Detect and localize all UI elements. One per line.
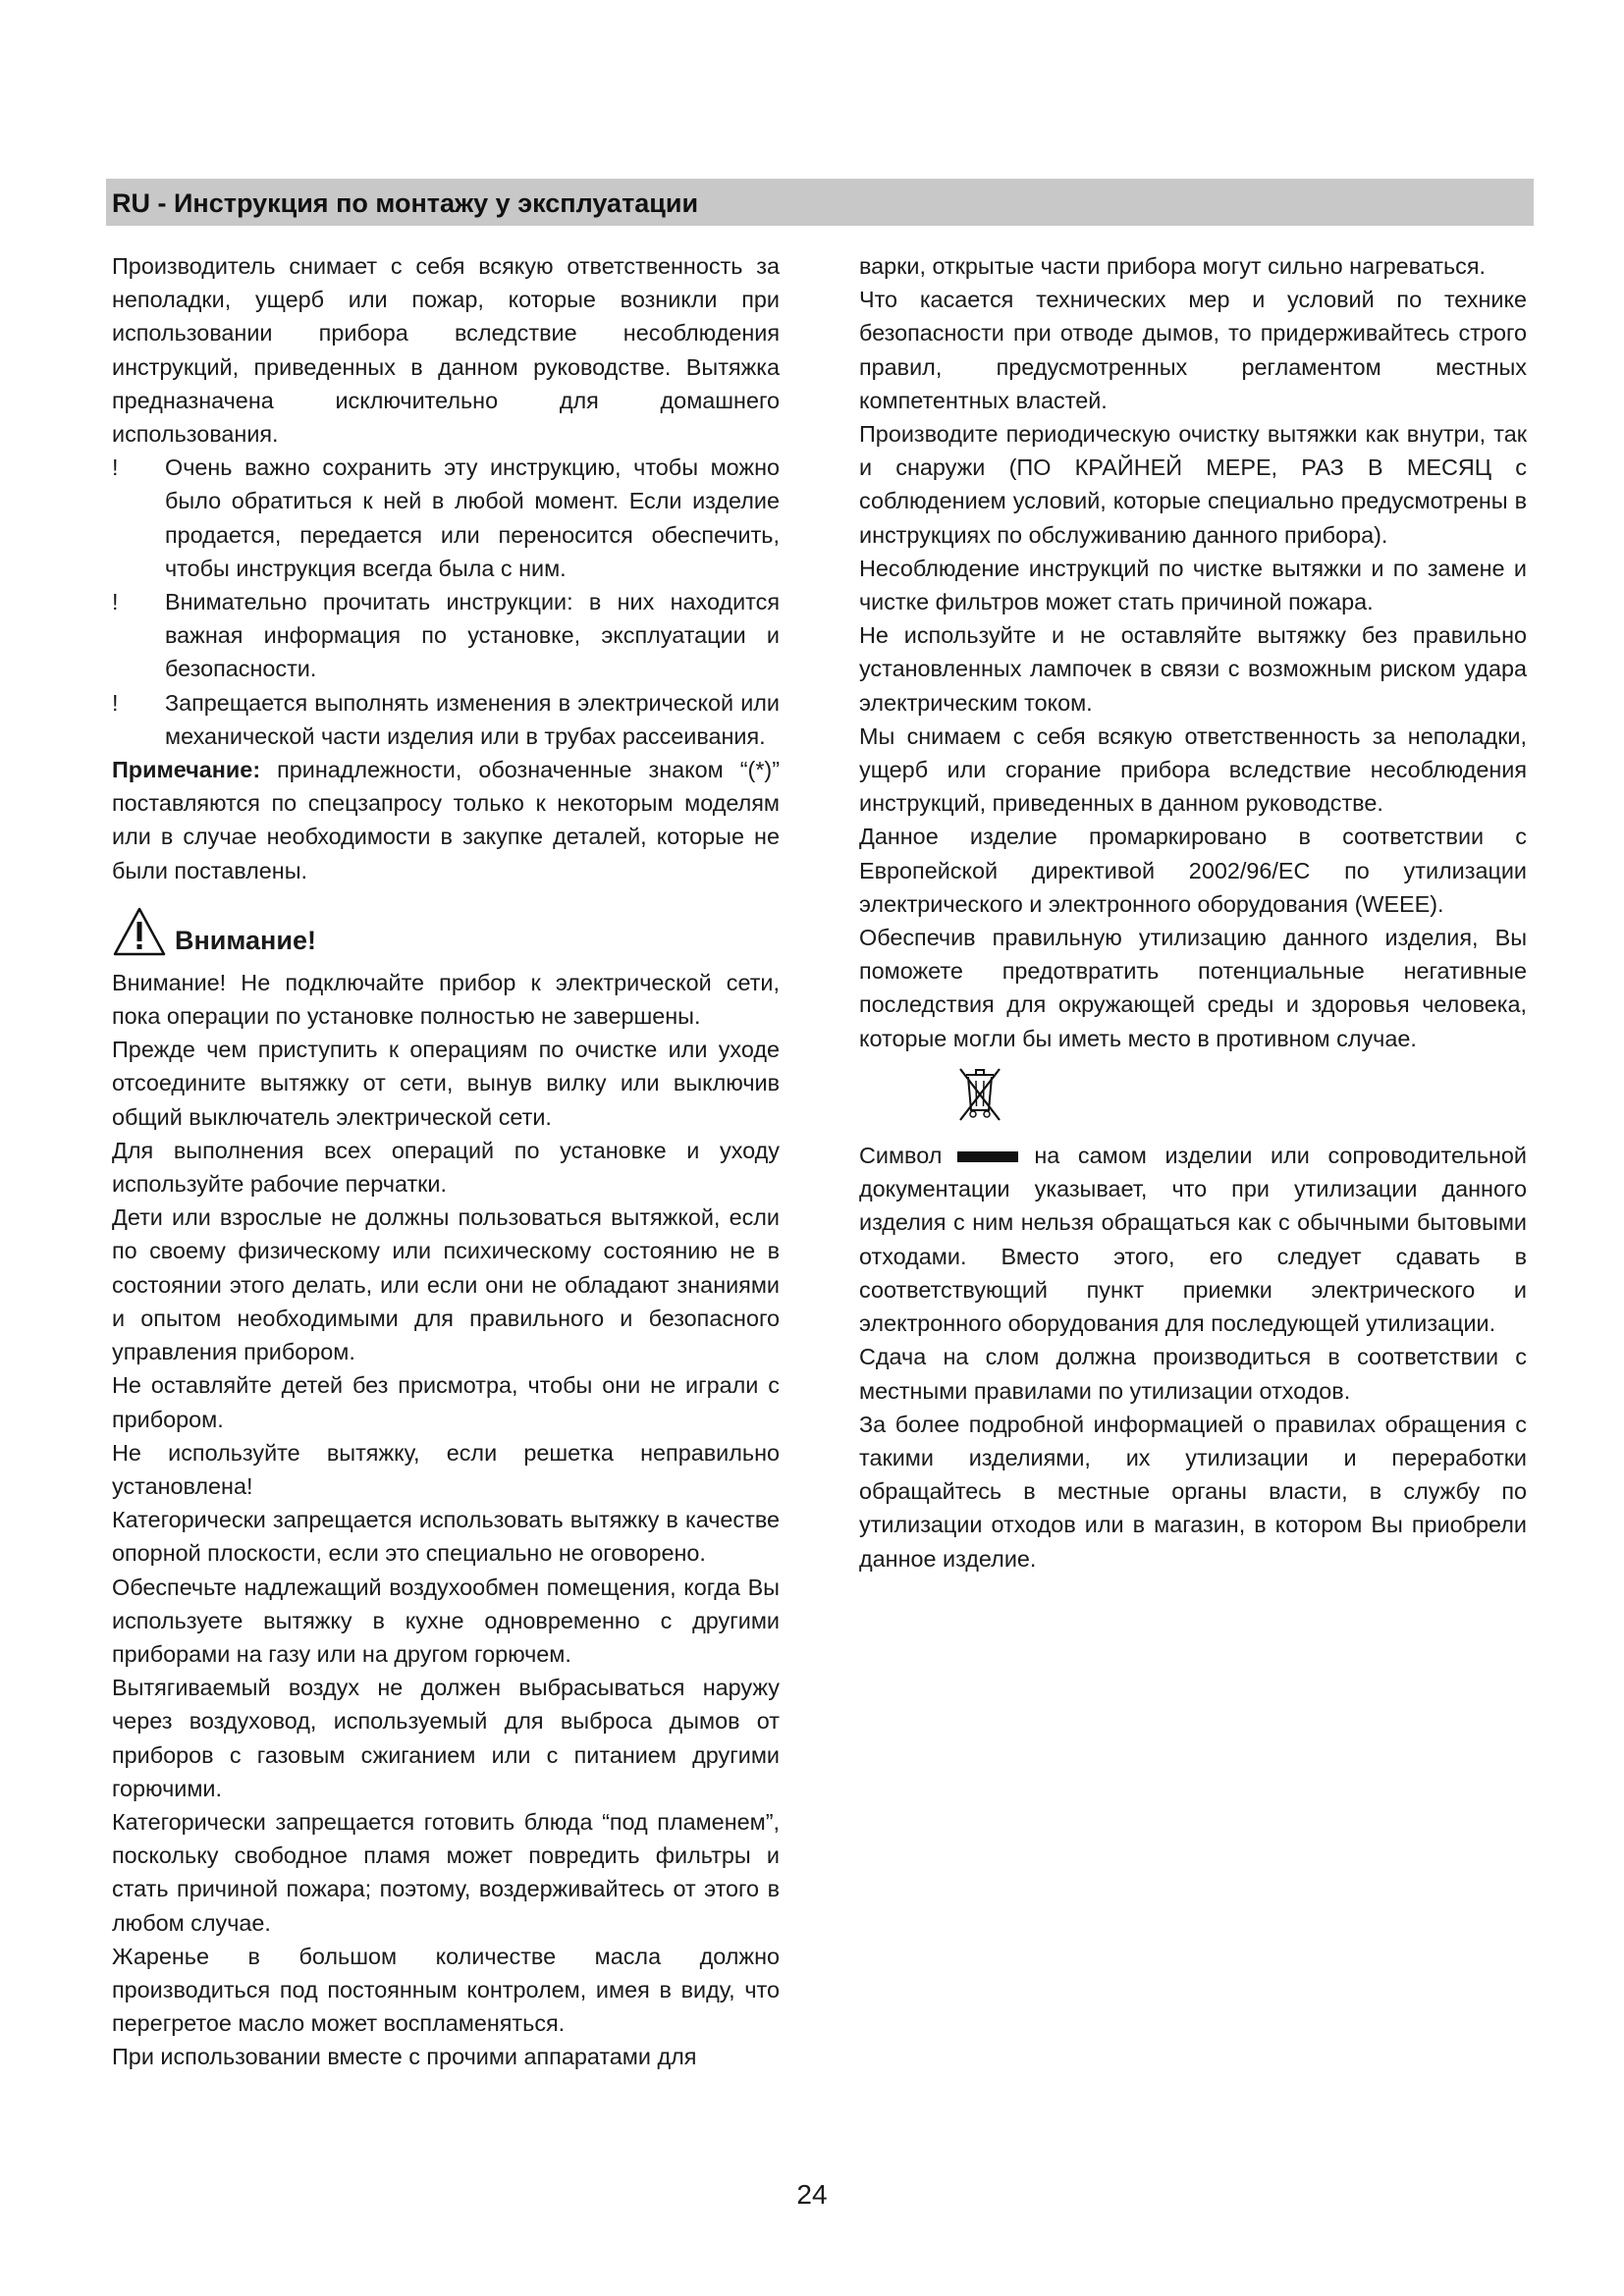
body-paragraph: Категорически запрещается готовить блюда “под пламенем”, поскольку свободное пламя может повредить фильтры и стать причиной пожара; поэтому, воздерживайтесь от этого в любом случае. [112,1808,780,1936]
section-header-bar [106,179,1534,226]
warning-triangle-icon [112,906,167,957]
body-paragraph: Жаренье в большом количестве масла должно производиться под постоянным контролем, имея в виду, что перегретое масло может воспламеняться. [112,1943,780,2037]
bullet-text: Очень важно сохранить эту инструкцию, чтобы можно было обратиться к ней в любой момент. Если изделие продается, передается или переносится обеспечить, чтобы инструкция всегда была с ним. [165,454,780,581]
body-paragraph: Категорически запрещается использовать вытяжку в качестве опорной плоскости, если это специально не оговорено. [112,1507,780,1567]
body-paragraph: Мы снимаем с себя всякую ответственность за неполадки, ущерб или сгорание прибора вследствие несоблюдения инструкций, приведенных в данном руководстве. [859,722,1527,817]
bullet-mark: ! [112,689,119,716]
body-paragraph: Вытягиваемый воздух не должен выбрасываться наружу через воздуховод, используемый для выброса дымов от приборов с газовым сжиганием или с питанием другими горючими. [112,1675,780,1801]
note-label: Примечание: [112,757,261,783]
body-paragraph: Сдача на слом должна производиться в соответствии с местными правилами по утилизации отходов. [859,1344,1527,1404]
left-column [112,249,780,2074]
body-paragraph: Внимание! Не подключайте прибор к электрической сети, пока операции по установке полностью не завершены. [112,969,780,1030]
warning-title: Внимание! [175,925,316,955]
intro-paragraph: Производитель снимает с себя всякую ответственность за неполадки, ущерб или пожар, которые возникли при использовании прибора вследствие несоблюдения инструкций, приведенных в данном руководстве. Вытяжка предназначена исключительно для домашнего использования. [112,253,780,448]
symbol-text: на самом изделии или сопроводительной документации указывает, что при утилизации данного изделия с ним нельзя обращаться как с обычными бытовыми отходами. Вместо этого, его следует сдавать в соответствующий пункт приемки электрического и электронного оборудования для последующей утилизации. [859,1143,1527,1337]
symbol-word: Символ [859,1143,943,1169]
bullet-text: Запрещается выполнять изменения в электрической или механической части изделия или в трубах рассеивания. [165,689,780,749]
black-bar-icon [957,1151,1018,1162]
body-paragraph: Что касается технических мер и условий по технике безопасности при отводе дымов, то придерживайтесь строго правил, предусмотренных регламентом местных компетентных властей. [859,287,1527,413]
note-paragraph [112,753,780,887]
note-text: принадлежности, обозначенные знаком “(*)” поставляются по спецзапросу только к некоторым моделям или в случае необходимости в закупке деталей, которые не были поставлены. [112,757,780,883]
body-paragraph: Обеспечьте надлежащий воздухообмен помещения, когда Вы используете вытяжку в кухне одновременно с другими приборами на газу или на другом горючем. [112,1574,780,1667]
body-paragraph: Не оставляйте детей без присмотра, чтобы они не играли с прибором. [112,1372,780,1432]
bullet-mark: ! [112,589,119,615]
body-paragraph: Несоблюдение инструкций по чистке вытяжки и по замене и чистке фильтров может стать причиной пожара. [859,555,1527,615]
page-number: 24 [796,2179,828,2210]
body-paragraph: Производите периодическую очистку вытяжки как внутри, так и снаружи (ПО КРАЙНЕЙ МЕРЕ, РАЗ В МЕСЯЦ с соблюдением условий, которые специально предусмотрены в инструкциях по обслуживанию данного прибора). [859,421,1527,548]
warning-heading [112,899,780,964]
crossed-out-bin-icon [957,1065,1002,1126]
body-paragraph: Данное изделие промаркировано в соответствии с Европейской директивой 2002/96/EC по утилизации электрического и электронного оборудования (WEEE). [859,824,1527,917]
body-paragraph: Обеспечив правильную утилизацию данного изделия, Вы поможете предотвратить потенциальные негативные последствия для окружающей среды и здоровья человека, которые могли бы иметь место в противном случае. [859,925,1527,1051]
body-paragraph: При использовании вместе с прочими аппаратами для [112,2044,697,2070]
bullet-item [112,451,780,585]
body-paragraph: варки, открытые части прибора могут сильно нагреваться. [859,253,1487,279]
body-paragraph: Дети или взрослые не должны пользоваться вытяжкой, если по своему физическому или психическому состоянию не в состоянии этого делать, или если они не обладают знаниями и опытом необходимыми для правильного и безопасного управления прибором. [112,1204,780,1365]
body-paragraph: За более подробной информацией о правилах обращения с такими изделиями, их утилизации и переработки обращайтесь в местные органы власти, в службу по утилизации отходов или в магазин, в котором Вы приобрели данное изделие. [859,1411,1527,1572]
bullet-item [112,585,780,686]
body-paragraph: Не используйте вытяжку, если решетка неправильно установлена! [112,1439,780,1499]
symbol-paragraph [859,1139,1527,1340]
body-paragraph: Для выполнения всех операций по установке и уходу используйте рабочие перчатки. [112,1137,780,1198]
body-paragraph: Не используйте и не оставляйте вытяжку без правильно установленных лампочек в связи с возможным риском удара электрическим током. [859,622,1527,716]
section-title: RU - Инструкция по монтажу у эксплуатации [112,188,699,218]
bullet-item [112,686,780,753]
body-paragraph: Прежде чем приступить к операциям по очистке или уходе отсоедините вытяжку от сети, вынув вилку или выключив общий выключатель электрической сети. [112,1037,780,1130]
right-column [859,249,1527,1575]
bullet-text: Внимательно прочитать инструкции: в них находится важная информация по установке, эксплуатации и безопасности. [165,589,780,682]
bullet-mark: ! [112,454,119,481]
